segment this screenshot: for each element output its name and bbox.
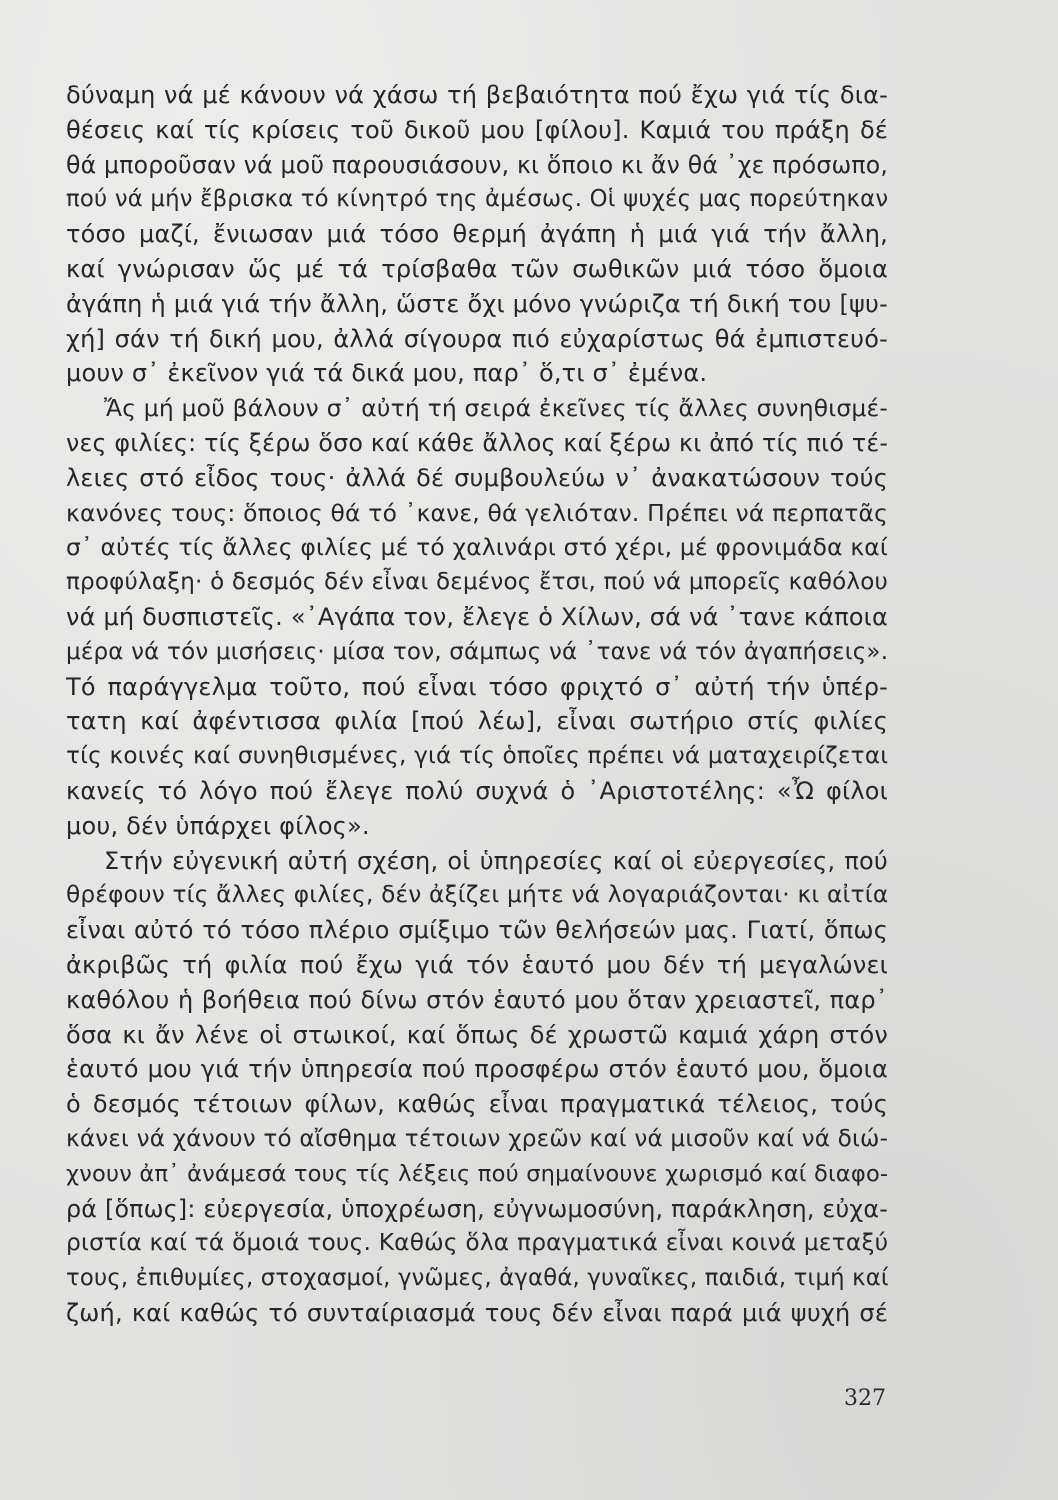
- text-line: τατη καί ἀφέντισσα φιλία [πού λέω], εἶναι σωτήριο στίς φιλίες: [66, 707, 888, 736]
- text-line: τους, ἐπιθυμίες, στοχασμοί, γνῶμες, ἀγαθά, γυναῖκες, παιδιά, τιμή καί: [66, 1265, 889, 1292]
- text-line: κάνει νά χάνουν τό αἴσθημα τέτοιων χρεῶν καί νά μισοῦν καί νά διώ-: [66, 1125, 889, 1152]
- text-line: ἀγάπη ἡ μιά γιά τήν ἄλλη, ὥστε ὄχι μόνο γνώριζα τή δική του [ψυ-: [66, 289, 888, 318]
- text-line: ζωή, καί καθώς τό συνταίριασμά τους δέν εἶναι παρά μιά ψυχή σέ: [66, 1298, 888, 1327]
- text-line: ριστία καί τά ὅμοιά τους. Καθώς ὅλα πραγματικά εἶναι κοινά μεταξύ: [66, 1229, 889, 1257]
- text-line: ἑαυτό μου γιά τήν ὑπηρεσία πού προσφέρω στόν ἑαυτό μου, ὅμοια: [66, 1055, 888, 1084]
- body-text: [66, 78, 888, 1331]
- text-line: τίς κοινές καί συνηθισμένες, γιά τίς ὁποῖες πρέπει νά ματαχειρίζεται: [66, 743, 889, 770]
- text-line: χή] σάν τή δική μου, ἀλλά σίγουρα πιό εὐχαρίστως θά ἐμπιστευό-: [66, 324, 888, 353]
- text-line: μέρα νά τόν μισήσεις· μίσα τον, σάμπως νά ᾿τανε νά τόν ἀγαπήσεις».: [66, 638, 889, 665]
- text-line: σ᾿ αὐτές τίς ἄλλες φιλίες μέ τό χαλινάρι στό χέρι, μέ φρονιμάδα καί: [66, 533, 888, 562]
- text-line: τόσο μαζί, ἔνιωσαν μιά τόσο θερμή ἀγάπη ἡ μιά γιά τήν ἄλλη,: [66, 220, 888, 249]
- text-line: μουν σ᾿ ἐκεῖνον γιά τά δικά μου, παρ᾿ ὅ,τι σ᾿ ἐμένα.: [66, 359, 708, 388]
- text-line: ὁ δεσμός τέτοιων φίλων, καθώς εἶναι πραγματικά τέλειος, τούς: [66, 1090, 888, 1119]
- text-line: καί γνώρισαν ὥς μέ τά τρίσβαθα τῶν σωθικῶν μιά τόσο ὅμοια: [66, 254, 888, 283]
- text-line: πού νά μήν ἔβρισκα τό κίνητρό της ἀμέσως. Οἱ ψυχές μας πορεύτηκαν: [66, 186, 889, 213]
- text-line: νά μή δυσπιστεῖς. «᾿Αγάπα τον, ἔλεγε ὁ Χίλων, σά νά ᾿τανε κάποια: [66, 602, 888, 631]
- text-line: θά μποροῦσαν νά μοῦ παρουσιάσουν, κι ὅποιο κι ἄν θά ᾿χε πρόσωπο,: [66, 150, 889, 179]
- text-line: προφύλαξη· ὁ δεσμός δέν εἶναι δεμένος ἔτσι, πού νά μπορεῖς καθόλου: [66, 569, 888, 596]
- text-line: θρέφουν τίς ἄλλες φιλίες, δέν ἀξίζει μήτε νά λογαριάζονται· κι αἰτία: [66, 881, 889, 909]
- text-line: Στήν εὐγενική αὐτή σχέση, οἱ ὑπηρεσίες καί οἱ εὐεργεσίες, πού: [104, 846, 888, 875]
- text-line: Τό παράγγελμα τοῦτο, πού εἶναι τόσο φριχτό σ᾿ αὐτή τήν ὑπέρ-: [66, 672, 888, 701]
- text-line: θέσεις καί τίς κρίσεις τοῦ δικοῦ μου [φίλου]. Καμιά του πράξη δέ: [66, 115, 888, 144]
- text-line: δύναμη νά μέ κάνουν νά χάσω τή βεβαιότητα πού ἔχω γιά τίς δια-: [66, 81, 888, 109]
- text-line: χνουν ἀπ᾿ ἀνάμεσά τους τίς λέξεις πού σημαίνουνε χωρισμό καί διαφο-: [66, 1160, 889, 1187]
- text-line: κανείς τό λόγο πού ἔλεγε πολύ συχνά ὁ ᾿Αριστοτέλης: «Ὦ φίλοι: [66, 776, 888, 805]
- text-line: ἀκριβῶς τή φιλία πού ἔχω γιά τόν ἑαυτό μου δέν τή μεγαλώνει: [66, 950, 888, 979]
- text-line: λειες στό εἶδος τους· ἀλλά δέ συμβουλεύω ν᾿ ἀνακατώσουν τούς: [66, 463, 888, 492]
- text-line: νες φιλίες: τίς ξέρω ὅσο καί κάθε ἄλλος καί ξέρω κι ἀπό τίς πιό τέ-: [66, 428, 889, 457]
- text-line: εἶναι αὐτό τό τόσο πλέριο σμίξιμο τῶν θελήσεών μας. Γιατί, ὅπως: [66, 916, 888, 945]
- text-line: καθόλου ἡ βοήθεια πού δίνω στόν ἑαυτό μου ὅταν χρειαστεῖ, παρ᾿: [66, 985, 888, 1014]
- text-line: κανόνες τους: ὅποιος θά τό ᾿κανε, θά γελιόταν. Πρέπει νά περπατᾶς: [66, 498, 888, 527]
- text-line: ρά [ὅπως]: εὐεργεσία, ὑποχρέωση, εὐγνωμοσύνη, παράκληση, εὐχα-: [66, 1194, 888, 1223]
- page-number: 327: [844, 1386, 886, 1411]
- text-line: ὅσα κι ἄν λένε οἱ στωικοί, καί ὅπως δέ χρωστῶ καμιά χάρη στόν: [66, 1020, 888, 1049]
- text-line: μου, δέν ὑπάρχει φίλος».: [66, 811, 370, 840]
- text-line: Ἄς μή μοῦ βάλουν σ᾿ αὐτή τή σειρά ἐκεῖνες τίς ἄλλες συνηθισμέ-: [104, 394, 888, 423]
